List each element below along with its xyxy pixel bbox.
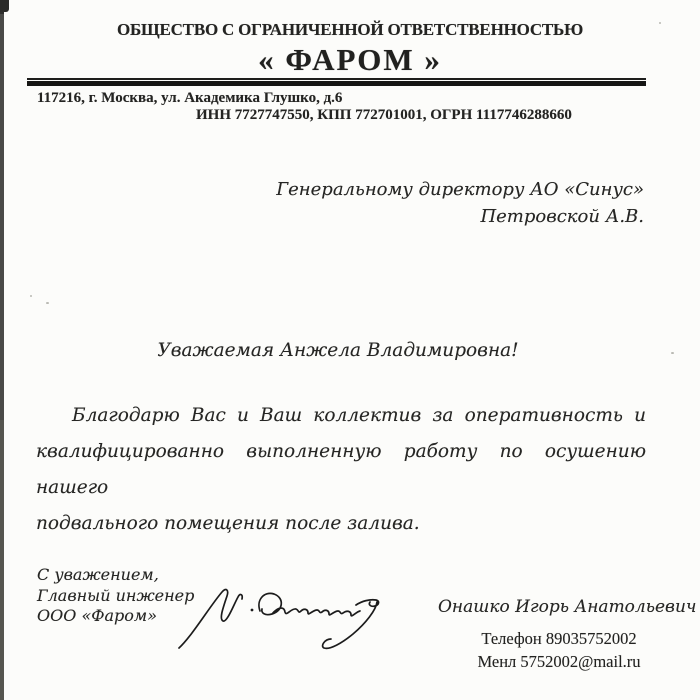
letterhead-address: 117216, г. Москва, ул. Академика Глушко, д.6 [37,90,343,106]
recipient-line-2: Петровской А.В. [480,206,644,227]
body-line: подвального помещения после залива. [36,513,420,534]
body-line: квалифицированно выполненную работу по осушению нашего [36,441,646,498]
org-type-line: ОБЩЕСТВО С ОГРАНИЧЕННОЙ ОТВЕТСТВЕННОСТЬЮ [116,20,584,39]
body-line: Благодарю Вас и Ваш коллектив за оперативность и [72,405,646,426]
phone-line: Телефон 89035752002 [481,629,637,648]
recipient-block [276,176,644,230]
signature-dot [251,609,254,612]
scan-speck [46,302,49,304]
salutation: Уважаемая Анжела Владимировна! [157,340,519,361]
scan-corner-artifact [0,0,9,12]
closing-company: ООО «Фаром» [37,606,157,625]
signature-stroke-initial [179,589,242,648]
email-line: Менл 5752002@mail.ru [477,651,641,671]
letterhead-divider [27,78,646,86]
scan-speck [30,295,32,297]
letterhead-registration: ИНН 7727747550, КПП 772701001, ОГРН 1117746288660 [196,107,572,123]
closing-regards: С уважением, [37,565,159,584]
signature-stroke-surname [259,593,360,615]
recipient-line-1: Генеральному директору АО «Синус» [276,179,644,200]
body-paragraph [36,398,646,542]
signature-stroke-flourish [323,600,379,649]
handwritten-signature [166,576,398,664]
signatory-name: Онашко Игорь Анатольевич [438,597,697,617]
org-name-line: « ФАРОМ » [258,42,442,77]
closing-title: Главный инженер [37,585,195,605]
contact-block [476,628,642,673]
